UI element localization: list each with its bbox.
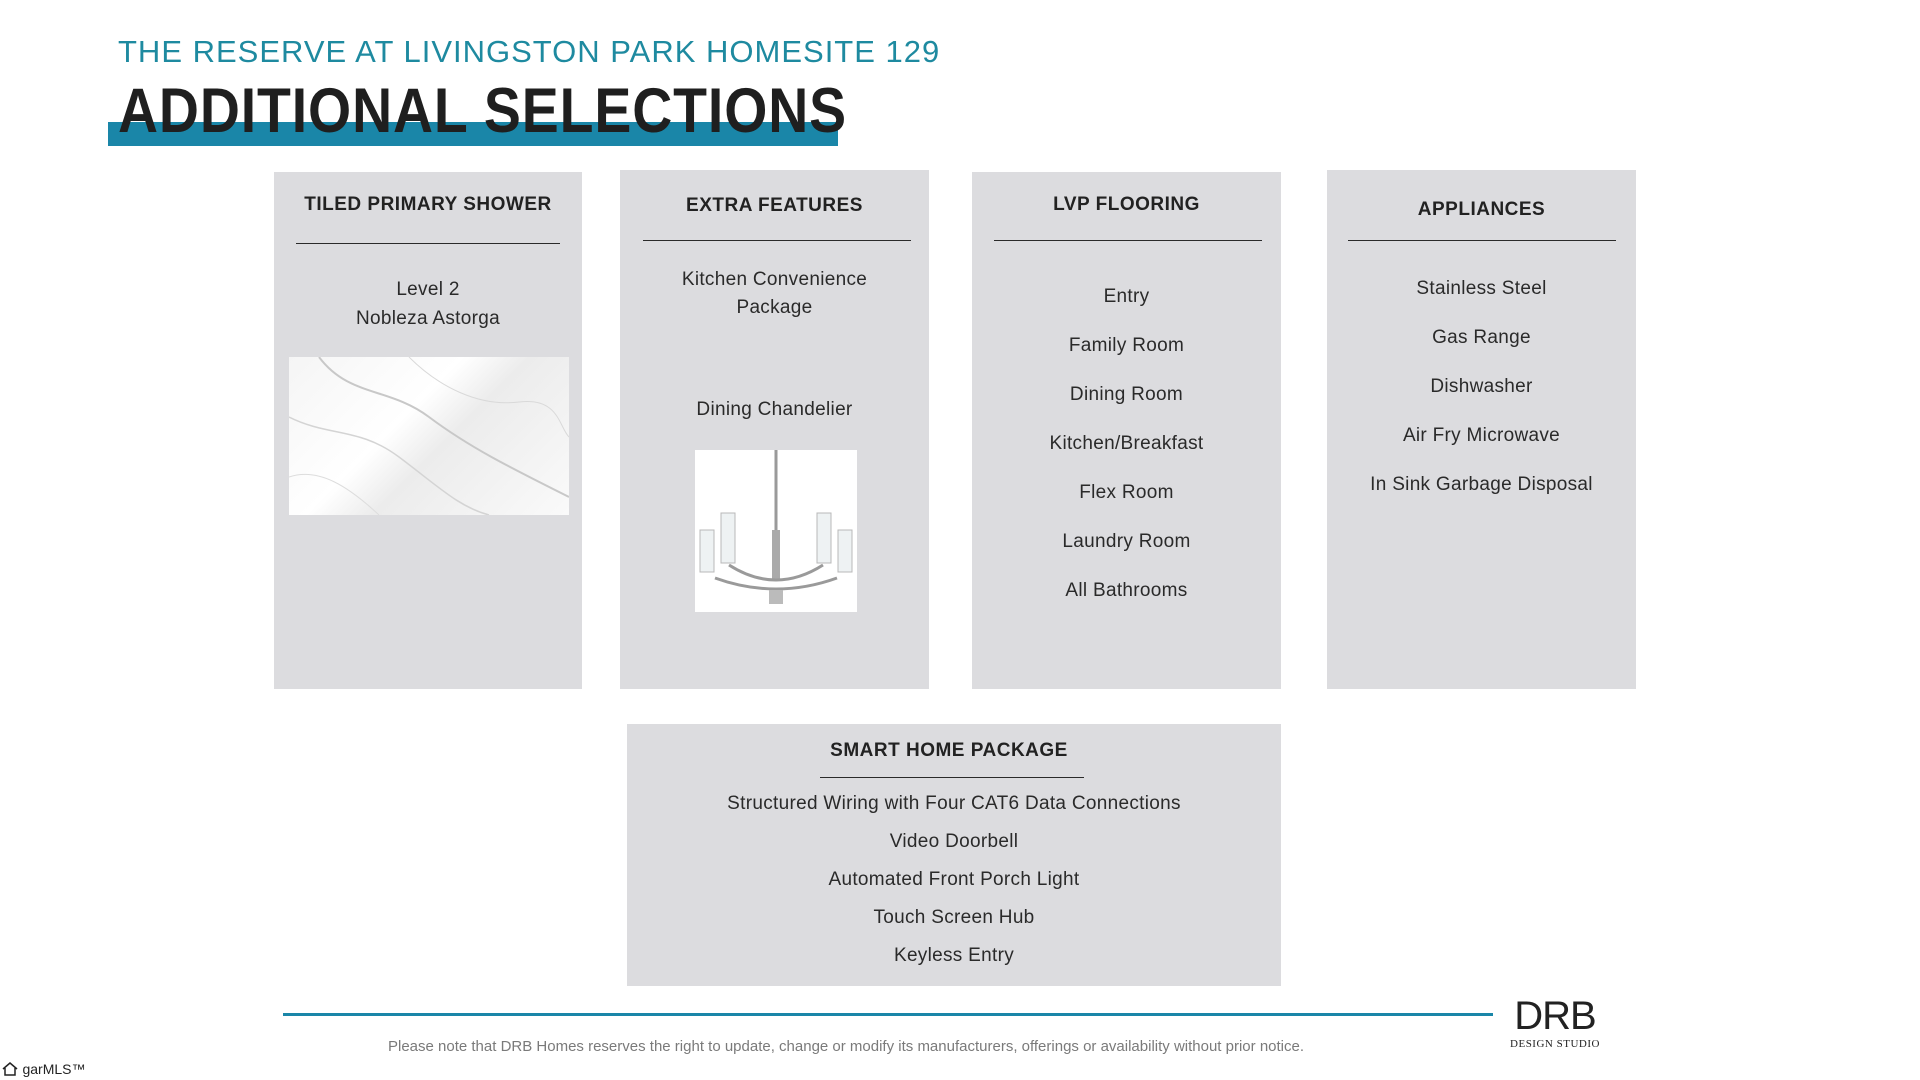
logo-subtitle: DESIGN STUDIO: [1510, 1038, 1600, 1050]
logo-letters: DRB: [1514, 994, 1596, 1038]
card-title: EXTRA FEATURES: [686, 195, 863, 216]
mls-watermark: [2, 1060, 85, 1078]
flooring-item: Family Room: [1068, 335, 1185, 356]
appliance-item: Gas Range: [1432, 327, 1531, 348]
flooring-item: Entry: [1103, 286, 1150, 307]
card-title: LVP FLOORING: [1053, 194, 1200, 215]
appliance-item: In Sink Garbage Disposal: [1370, 474, 1593, 495]
extra-item: Kitchen Convenience: [681, 269, 868, 290]
footer-disclaimer: Please note that DRB Homes reserves the right to update, change or modify its manufacturers, offerings or availability without prior notice.: [388, 1038, 1305, 1055]
flooring-item: All Bathrooms: [1065, 580, 1188, 601]
appliance-item: Dishwasher: [1430, 376, 1533, 397]
marble-veins-icon: [289, 357, 569, 515]
card-divider: [1348, 240, 1616, 241]
house-icon: [2, 1061, 18, 1077]
smart-home-item: Structured Wiring with Four CAT6 Data Connections: [727, 793, 1181, 814]
flooring-item: Flex Room: [1079, 482, 1174, 503]
card-divider: [994, 240, 1262, 241]
extra-item: Package: [736, 297, 813, 318]
footer-divider: [283, 1013, 1493, 1016]
card-smart-home-package: [627, 724, 1281, 986]
flooring-item: Dining Room: [1069, 384, 1184, 405]
shower-level: Level 2: [396, 279, 460, 300]
card-divider: [296, 243, 560, 244]
drb-design-studio-logo: [1505, 996, 1605, 1056]
extra-item: Dining Chandelier: [696, 399, 853, 420]
chandelier-icon: [695, 450, 857, 612]
card-tiled-primary-shower: [274, 172, 582, 689]
card-appliances: [1327, 170, 1636, 689]
appliance-item: Air Fry Microwave: [1402, 425, 1561, 446]
flooring-item: Kitchen/Breakfast: [1049, 433, 1204, 454]
card-title: APPLIANCES: [1417, 199, 1546, 220]
card-title: TILED PRIMARY SHOWER: [304, 194, 552, 215]
smart-home-item: Touch Screen Hub: [873, 907, 1035, 928]
card-title: SMART HOME PACKAGE: [830, 740, 1068, 761]
page-title: ADDITIONAL SELECTIONS: [118, 76, 847, 146]
shower-tile-name: Nobleza Astorga: [356, 308, 500, 329]
appliance-item: Stainless Steel: [1416, 278, 1547, 299]
chandelier-image: [695, 450, 857, 612]
mls-text: garMLS™: [22, 1060, 86, 1077]
smart-home-item: Automated Front Porch Light: [828, 869, 1080, 890]
smart-home-item: Video Doorbell: [889, 831, 1019, 852]
card-divider: [820, 777, 1084, 778]
smart-home-item: Keyless Entry: [893, 945, 1015, 966]
page-subtitle: THE RESERVE AT LIVINGSTON PARK HOMESITE 129: [118, 34, 941, 69]
card-divider: [643, 240, 911, 241]
card-extra-features: [620, 170, 929, 689]
marble-tile-swatch: [289, 357, 569, 515]
card-lvp-flooring: [972, 172, 1281, 689]
flooring-item: Laundry Room: [1062, 531, 1191, 552]
